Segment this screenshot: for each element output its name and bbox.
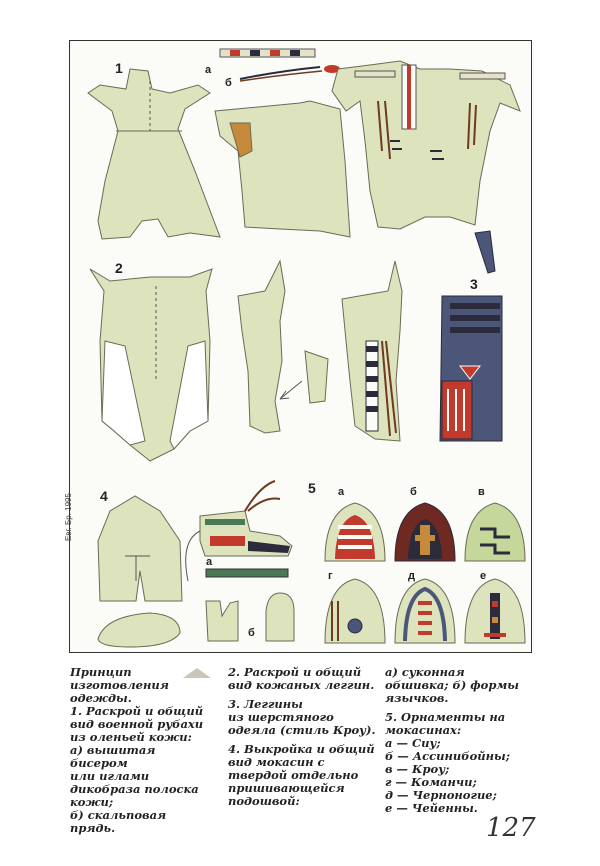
- label-1a: а: [205, 64, 212, 76]
- label-5a: а: [338, 486, 345, 498]
- war-shirt: [332, 61, 520, 229]
- label-5d: д: [408, 570, 415, 582]
- caption-item-2: 2. Раскрой и общий вид кожаных леггин.: [228, 665, 375, 692]
- legging-piece: [238, 261, 328, 433]
- beaded-strip: [220, 49, 315, 57]
- illustration-frame: [64, 40, 532, 653]
- shirt-sleeve-piece: [215, 101, 350, 237]
- moccasin-sole-pattern: [98, 613, 180, 647]
- illustration: [70, 41, 531, 652]
- label-5g: г: [328, 570, 333, 582]
- caption-item-5: 5. Орнаменты на мокасинах: а — Сиу; б — Ассинибойны; в — Кроу; г — Команчи; д — Черноногие; е — Чейенны.: [385, 710, 510, 815]
- caption-item-4: 4. Выкройка и общий вид мокасин с твердой отдельно пришивающейся подошвой:: [228, 742, 375, 808]
- moccasin-complete: [186, 481, 292, 581]
- label-4: 4: [100, 488, 108, 504]
- label-3: 3: [470, 276, 478, 292]
- label-5v: в: [478, 486, 485, 498]
- label-5: 5: [308, 480, 316, 496]
- ornament-crow: [465, 503, 525, 561]
- ornament-sioux: [325, 503, 385, 561]
- caption-column-2: [228, 666, 378, 814]
- legging-hide-pattern: [90, 269, 212, 461]
- page-number: 127: [486, 813, 536, 843]
- caption-column-3: [385, 666, 525, 821]
- label-1: 1: [115, 60, 123, 76]
- label-4b: б: [248, 627, 255, 639]
- caption-item-3: 3. Леггины из шерстяного одеяла (стиль Кроу).: [228, 697, 376, 737]
- ornament-blackfoot: [395, 579, 455, 643]
- shirt-hide-pattern: [88, 69, 220, 239]
- label-5b: б: [410, 486, 417, 498]
- caption-item-4-sub: а) суконная обшивка; б) формы язычков.: [385, 665, 520, 705]
- leather-legging: [342, 261, 402, 441]
- scalp-lock: [240, 65, 340, 81]
- wool-legging: [440, 231, 502, 441]
- ornament-comanche: [325, 579, 385, 643]
- label-5e: е: [480, 570, 487, 582]
- caption-column-1: [70, 666, 210, 841]
- moccasin-upper-pattern: [98, 496, 182, 601]
- label-2: 2: [115, 260, 123, 276]
- ornament-assiniboine: [395, 503, 455, 561]
- artist-signature: Евг. Бр. 1995: [64, 493, 73, 541]
- label-4a: а: [206, 556, 213, 568]
- label-1b: б: [225, 77, 232, 89]
- ornament-cheyenne: [465, 579, 525, 643]
- caption-col1-paragraph: Принцип изготовления одежды. 1. Раскрой и общий вид военной рубахи из оленьей кожи: а) вышитая бисером или иглами дикобраза полоска кожи; б) скальповая прядь.: [70, 665, 204, 835]
